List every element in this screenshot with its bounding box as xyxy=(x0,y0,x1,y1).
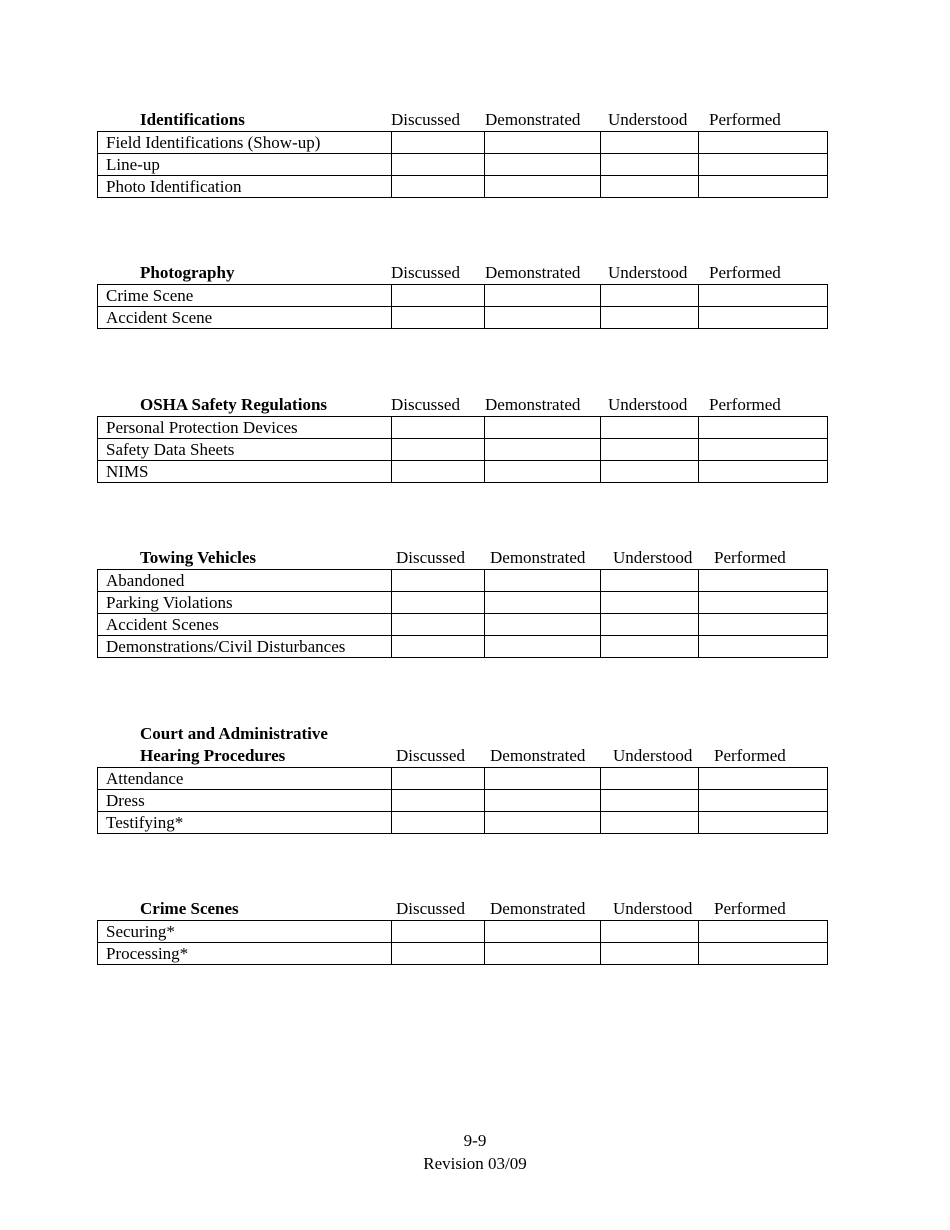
discussed-cell[interactable] xyxy=(392,285,485,307)
col-header-performed: Performed xyxy=(709,263,781,282)
table-row xyxy=(98,439,828,461)
col-header-understood: Understood xyxy=(608,110,688,129)
performed-cell[interactable] xyxy=(699,768,828,790)
understood-cell[interactable] xyxy=(601,790,699,812)
section-court-hearing-procedures xyxy=(97,723,827,834)
page-number: 9-9 xyxy=(463,1131,487,1150)
section-title: OSHA Safety Regulations xyxy=(140,395,328,414)
row-label: Accident Scenes xyxy=(98,614,392,636)
performed-cell[interactable] xyxy=(699,943,828,965)
table-row xyxy=(98,790,828,812)
discussed-cell[interactable] xyxy=(392,812,485,834)
section-header xyxy=(97,394,827,416)
discussed-cell[interactable] xyxy=(392,307,485,329)
discussed-cell[interactable] xyxy=(392,614,485,636)
demonstrated-cell[interactable] xyxy=(485,790,601,812)
col-header-understood: Understood xyxy=(613,548,693,567)
table-row xyxy=(98,943,828,965)
col-header-understood: Understood xyxy=(613,746,693,765)
understood-cell[interactable] xyxy=(601,570,699,592)
discussed-cell[interactable] xyxy=(392,132,485,154)
col-header-discussed: Discussed xyxy=(391,263,460,282)
table-row xyxy=(98,921,828,943)
demonstrated-cell[interactable] xyxy=(485,943,601,965)
demonstrated-cell[interactable] xyxy=(485,570,601,592)
section-towing-vehicles xyxy=(97,547,827,658)
row-label: Attendance xyxy=(98,768,392,790)
discussed-cell[interactable] xyxy=(392,570,485,592)
understood-cell[interactable] xyxy=(601,812,699,834)
demonstrated-cell[interactable] xyxy=(485,176,601,198)
section-title: Hearing Procedures xyxy=(140,746,286,765)
section-title: Towing Vehicles xyxy=(140,548,257,567)
col-header-performed: Performed xyxy=(709,110,781,129)
row-label: Crime Scene xyxy=(98,285,392,307)
table-row xyxy=(98,176,828,198)
section-title: Photography xyxy=(140,263,235,282)
understood-cell[interactable] xyxy=(601,614,699,636)
row-label: NIMS xyxy=(98,461,392,483)
row-label: Field Identifications (Show-up) xyxy=(98,132,392,154)
table-row xyxy=(98,592,828,614)
section-title-line1: Court and Administrative xyxy=(140,724,328,743)
understood-cell[interactable] xyxy=(601,461,699,483)
understood-cell[interactable] xyxy=(601,921,699,943)
understood-cell[interactable] xyxy=(601,768,699,790)
demonstrated-cell[interactable] xyxy=(485,812,601,834)
demonstrated-cell[interactable] xyxy=(485,461,601,483)
performed-cell[interactable] xyxy=(699,592,828,614)
col-header-understood: Understood xyxy=(613,899,693,918)
table-row xyxy=(98,417,828,439)
discussed-cell[interactable] xyxy=(392,176,485,198)
col-header-demonstrated: Demonstrated xyxy=(485,395,581,414)
col-header-understood: Understood xyxy=(608,395,688,414)
section-title: Crime Scenes xyxy=(140,899,239,918)
table-row xyxy=(98,285,828,307)
performed-cell[interactable] xyxy=(699,154,828,176)
col-header-discussed: Discussed xyxy=(396,746,465,765)
row-label: Safety Data Sheets xyxy=(98,439,392,461)
table-row xyxy=(98,768,828,790)
performed-cell[interactable] xyxy=(699,636,828,658)
revision-note: Revision 03/09 xyxy=(423,1154,527,1173)
understood-cell[interactable] xyxy=(601,176,699,198)
col-header-understood: Understood xyxy=(608,263,688,282)
checklist-table xyxy=(97,920,828,965)
understood-cell[interactable] xyxy=(601,592,699,614)
table-row xyxy=(98,636,828,658)
col-header-performed: Performed xyxy=(714,899,786,918)
table-row xyxy=(98,614,828,636)
performed-cell[interactable] xyxy=(699,176,828,198)
col-header-demonstrated: Demonstrated xyxy=(490,899,586,918)
performed-cell[interactable] xyxy=(699,570,828,592)
understood-cell[interactable] xyxy=(601,307,699,329)
understood-cell[interactable] xyxy=(601,285,699,307)
col-header-demonstrated: Demonstrated xyxy=(485,263,581,282)
col-header-performed: Performed xyxy=(709,395,781,414)
understood-cell[interactable] xyxy=(601,417,699,439)
performed-cell[interactable] xyxy=(699,790,828,812)
checklist-table xyxy=(97,767,828,834)
understood-cell[interactable] xyxy=(601,636,699,658)
section-crime-scenes xyxy=(97,898,827,965)
row-label: Testifying* xyxy=(98,812,392,834)
demonstrated-cell[interactable] xyxy=(485,636,601,658)
checklist-table xyxy=(97,569,828,658)
demonstrated-cell[interactable] xyxy=(485,614,601,636)
discussed-cell[interactable] xyxy=(392,417,485,439)
section-photography xyxy=(97,262,827,329)
understood-cell[interactable] xyxy=(601,943,699,965)
demonstrated-cell[interactable] xyxy=(485,417,601,439)
discussed-cell[interactable] xyxy=(392,592,485,614)
row-label: Photo Identification xyxy=(98,176,392,198)
discussed-cell[interactable] xyxy=(392,636,485,658)
discussed-cell[interactable] xyxy=(392,461,485,483)
understood-cell[interactable] xyxy=(601,132,699,154)
performed-cell[interactable] xyxy=(699,439,828,461)
table-row xyxy=(98,154,828,176)
row-label: Parking Violations xyxy=(98,592,392,614)
col-header-demonstrated: Demonstrated xyxy=(490,746,586,765)
understood-cell[interactable] xyxy=(601,154,699,176)
performed-cell[interactable] xyxy=(699,812,828,834)
demonstrated-cell[interactable] xyxy=(485,132,601,154)
demonstrated-cell[interactable] xyxy=(485,154,601,176)
row-label: Abandoned xyxy=(98,570,392,592)
discussed-cell[interactable] xyxy=(392,790,485,812)
performed-cell[interactable] xyxy=(699,614,828,636)
checklist-table xyxy=(97,416,828,483)
section-header xyxy=(97,723,827,767)
table-row xyxy=(98,812,828,834)
table-row xyxy=(98,461,828,483)
performed-cell[interactable] xyxy=(699,285,828,307)
demonstrated-cell[interactable] xyxy=(485,768,601,790)
demonstrated-cell[interactable] xyxy=(485,285,601,307)
row-label: Securing* xyxy=(98,921,392,943)
discussed-cell[interactable] xyxy=(392,154,485,176)
col-header-discussed: Discussed xyxy=(396,899,465,918)
performed-cell[interactable] xyxy=(699,132,828,154)
section-header xyxy=(97,898,827,920)
row-label: Accident Scene xyxy=(98,307,392,329)
checklist-table xyxy=(97,131,828,198)
performed-cell[interactable] xyxy=(699,417,828,439)
table-row xyxy=(98,570,828,592)
col-header-demonstrated: Demonstrated xyxy=(490,548,586,567)
row-label: Demonstrations/Civil Disturbances xyxy=(98,636,392,658)
row-label: Dress xyxy=(98,790,392,812)
col-header-performed: Performed xyxy=(714,746,786,765)
performed-cell[interactable] xyxy=(699,461,828,483)
section-header xyxy=(97,547,827,569)
demonstrated-cell[interactable] xyxy=(485,307,601,329)
section-title: Identifications xyxy=(140,110,245,129)
understood-cell[interactable] xyxy=(601,439,699,461)
table-row xyxy=(98,132,828,154)
col-header-performed: Performed xyxy=(714,548,786,567)
checklist-table xyxy=(97,284,828,329)
demonstrated-cell[interactable] xyxy=(485,921,601,943)
col-header-demonstrated: Demonstrated xyxy=(485,110,581,129)
performed-cell[interactable] xyxy=(699,921,828,943)
discussed-cell[interactable] xyxy=(392,921,485,943)
table-row xyxy=(98,307,828,329)
col-header-discussed: Discussed xyxy=(396,548,465,567)
performed-cell[interactable] xyxy=(699,307,828,329)
section-header xyxy=(97,109,827,131)
col-header-discussed: Discussed xyxy=(391,395,460,414)
section-osha-safety-regulations xyxy=(97,394,827,483)
demonstrated-cell[interactable] xyxy=(485,592,601,614)
row-label: Personal Protection Devices xyxy=(98,417,392,439)
discussed-cell[interactable] xyxy=(392,768,485,790)
discussed-cell[interactable] xyxy=(392,943,485,965)
section-header xyxy=(97,262,827,284)
discussed-cell[interactable] xyxy=(392,439,485,461)
row-label: Processing* xyxy=(98,943,392,965)
col-header-discussed: Discussed xyxy=(391,110,460,129)
demonstrated-cell[interactable] xyxy=(485,439,601,461)
section-identifications xyxy=(97,109,827,198)
row-label: Line-up xyxy=(98,154,392,176)
